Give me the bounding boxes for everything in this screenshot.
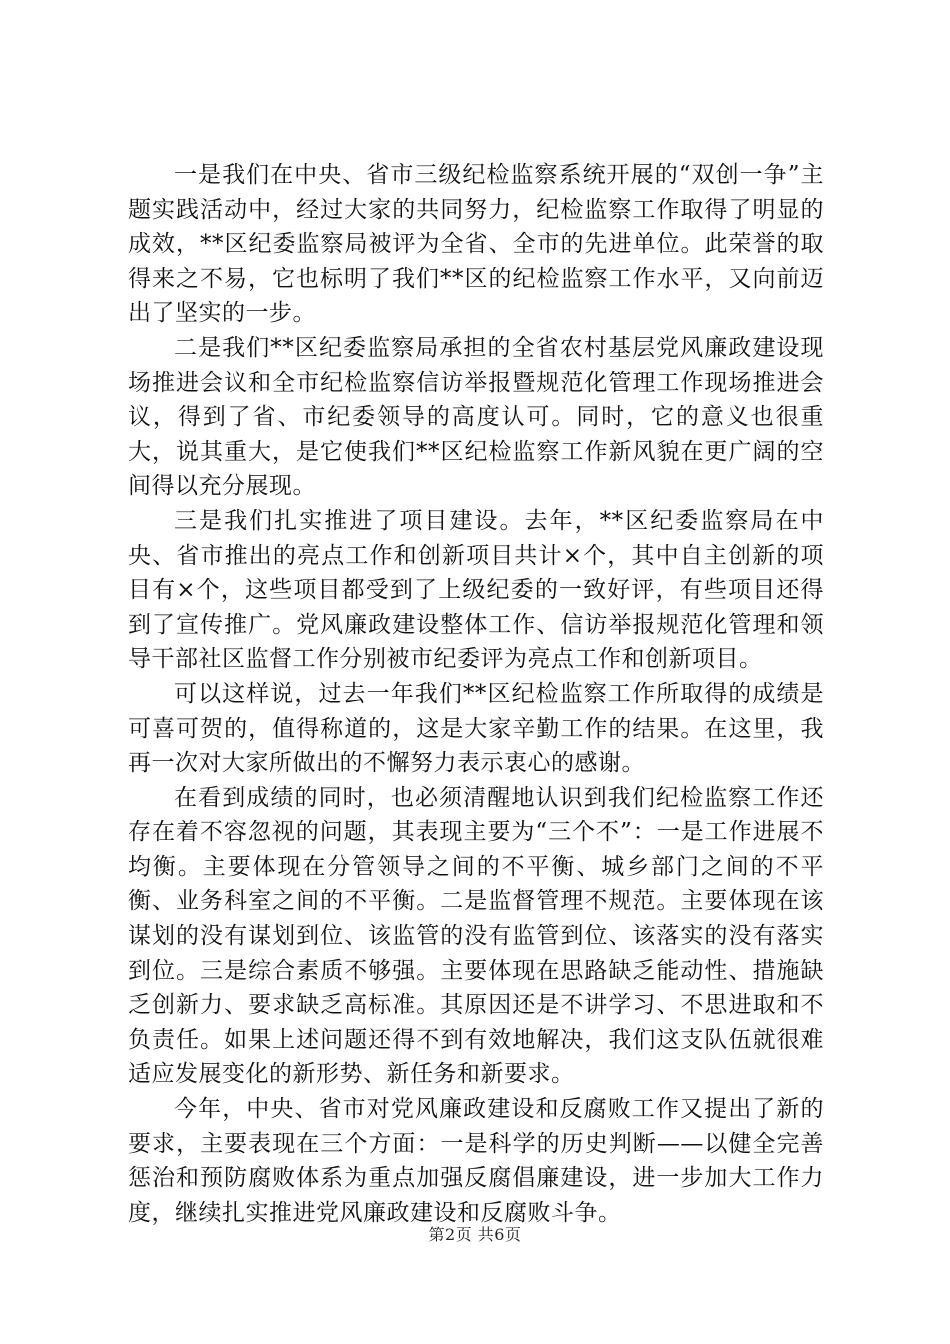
body-text [128, 158, 824, 1230]
paragraph-3: 三是我们扎实推进了项目建设。去年，**区纪委监察局在中央、省市推出的亮点工作和创新项目共计×个，其中自主创新的项目有×个，这些项目都受到了上级纪委的一致好评，有些项目还得到了宣传推广。党风廉政建设整体工作、信访举报规范化管理和领导干部社区监督工作分别被市纪委评为亮点工作和创新项目。 [128, 507, 824, 673]
page-footer: 第2页 共6页 [428, 1225, 522, 1244]
paragraph-5: 在看到成绩的同时，也必须清醒地认识到我们纪检监察工作还存在着不容忽视的问题，其表现主要为“三个不”：一是工作进展不均衡。主要体现在分管领导之间的不平衡、城乡部门之间的不平衡、业务科室之间的不平衡。二是监督管理不规范。主要体现在该谋划的没有谋划到位、该监管的没有监管到位、该落实的没有落实到位。三是综合素质不够强。主要体现在思路缺乏能动性、措施缺乏创新力、要求缺乏高标准。其原因还是不讲学习、不思进取和不负责任。如果上述问题还得不到有效地解决，我们这支队伍就很难适应发展变化的新形势、新任务和新要求。 [128, 784, 824, 1088]
paragraph-4: 可以这样说，过去一年我们**区纪检监察工作所取得的成绩是可喜可贺的，值得称道的，这是大家辛勤工作的结果。在这里，我再一次对大家所做出的不懈努力表示衷心的感谢。 [128, 680, 824, 777]
paragraph-2: 二是我们**区纪委监察局承担的全省农村基层党风廉政建设现场推进会议和全市纪检监察信访举报暨规范化管理工作现场推进会议，得到了省、市纪委领导的高度认可。同时，它的意义也很重大，说其重大，是它使我们**区纪检监察工作新风貌在更广阔的空间得以充分展现。 [128, 334, 824, 500]
paragraph-1: 一是我们在中央、省市三级纪检监察系统开展的“双创一争”主题实践活动中，经过大家的共同努力，纪检监察工作取得了明显的成效，**区纪委监察局被评为全省、全市的先进单位。此荣誉的取得来之不易，它也标明了我们**区的纪检监察工作水平，又向前迈出了坚实的一步。 [128, 162, 824, 327]
paragraph-6: 今年，中央、省市对党风廉政建设和反腐败工作又提出了新的要求，主要表现在三个方面：一是科学的历史判断——以健全完善惩治和预防腐败体系为重点加强反腐倡廉建设，进一步加大工作力度，继续扎实推进党风廉政建设和反腐败斗争。 [128, 1096, 824, 1226]
